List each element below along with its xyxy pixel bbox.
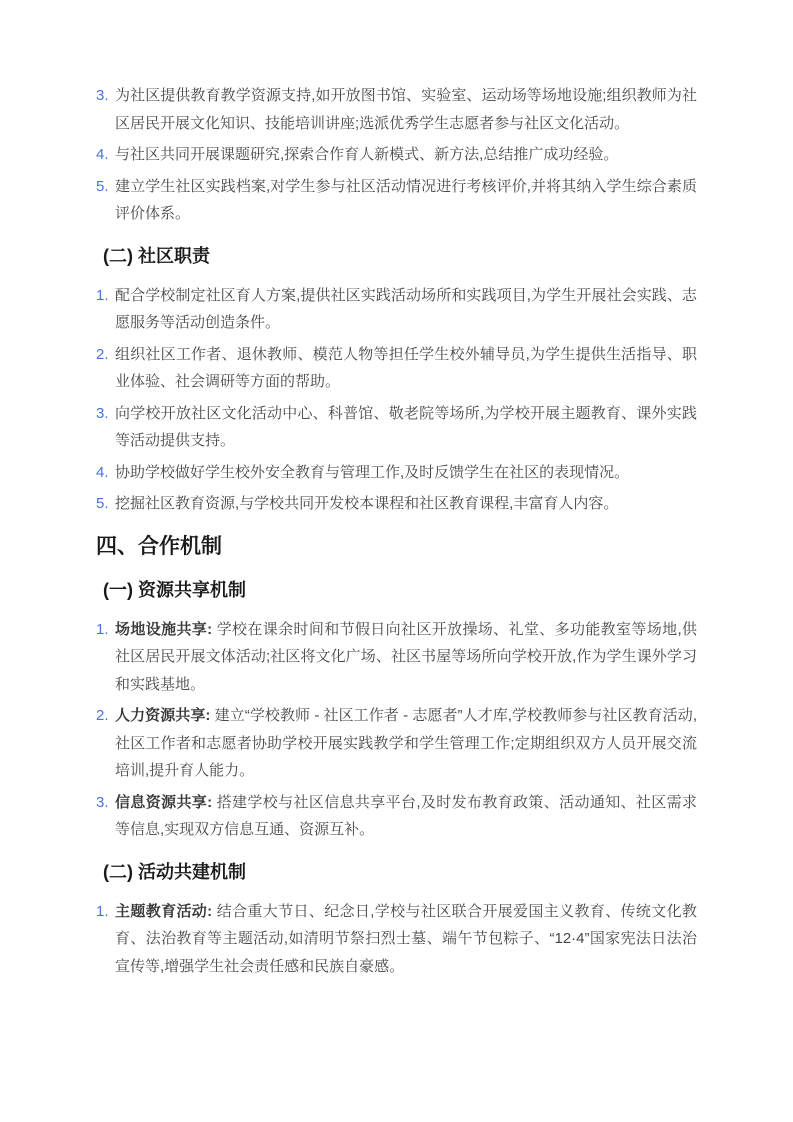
list-item-text: 学校在课余时间和节假日向社区开放操场、礼堂、多功能教室等场地,供社区居民开展文体活动;社区将文化广场、社区书屋等场所向学校开放,作为学生课外学习和实践基地。 — [115, 620, 697, 693]
list-item — [96, 82, 697, 137]
list-item-text: 与社区共同开展课题研究,探索合作育人新模式、新方法,总结推广成功经验。 — [115, 146, 619, 163]
list-item — [96, 459, 697, 487]
list-item — [96, 616, 697, 699]
list-item-text: 组织社区工作者、退休教师、模范人物等担任学生校外辅导员,为学生提供生活指导、职业体验、社会调研等方面的帮助。 — [115, 345, 697, 390]
list-item-text: 挖掘社区教育资源,与学校共同开发校本课程和社区教育课程,丰富育人内容。 — [115, 495, 619, 512]
list-item-text: 结合重大节日、纪念日,学校与社区联合开展爱国主义教育、传统文化教育、法治教育等主题活动,如清明节祭扫烈士墓、端午节包粽子、“12·4”国家宪法日法治宣传等,增强学生社会责任感和民族自豪感。 — [115, 902, 697, 975]
list-item — [96, 898, 697, 981]
list-item-number: 3. — [96, 404, 109, 422]
list-item-text: 协助学校做好学生校外安全教育与管理工作,及时反馈学生在社区的表现情况。 — [115, 463, 630, 481]
list-item-number: 1. — [96, 620, 109, 638]
list-item-number: 2. — [96, 707, 109, 724]
list-item-number: 1. — [96, 902, 109, 920]
list-item-number: 3. — [96, 87, 109, 104]
list-item-number: 1. — [96, 286, 109, 304]
list-item — [96, 173, 697, 228]
section-heading-resource-sharing: (一) 资源共享机制 — [103, 579, 246, 600]
list-item-lead: 场地设施共享: — [115, 620, 213, 638]
list-item — [96, 490, 697, 518]
list-item — [96, 400, 697, 455]
intro-numbered-list — [96, 82, 697, 228]
list-item-number: 5. — [96, 177, 109, 195]
list-item-lead: 信息资源共享: — [115, 793, 213, 811]
list-item — [96, 282, 697, 337]
list-item — [96, 789, 697, 844]
list-item-number: 4. — [96, 463, 109, 481]
list-item-number: 3. — [96, 793, 109, 811]
section-heading-activity-building: (二) 活动共建机制 — [103, 861, 246, 882]
activity-building-list — [96, 898, 697, 981]
list-item-lead: 主题教育活动: — [115, 902, 213, 920]
list-item — [96, 702, 697, 785]
chapter-heading-cooperation-mechanism: 四、合作机制 — [96, 534, 222, 558]
community-duties-list — [96, 282, 697, 518]
list-item-number: 2. — [96, 345, 109, 363]
list-item-lead: 人力资源共享: — [115, 707, 211, 724]
list-item-number: 4. — [96, 146, 109, 163]
list-item-text: 建立“学校教师 - 社区工作者 - 志愿者”人才库,学校教师参与社区教育活动,社区工作者和志愿者协助学校开展实践教学和学生管理工作;定期组织双方人员开展交流培训,提升育人能力。 — [115, 707, 697, 779]
list-item — [96, 341, 697, 396]
list-item-text: 向学校开放社区文化活动中心、科普馆、敬老院等场所,为学校开展主题教育、课外实践等活动提供支持。 — [115, 404, 697, 449]
list-item-text: 为社区提供教育教学资源支持,如开放图书馆、实验室、运动场等场地设施;组织教师为社区居民开展文化知识、技能培训讲座;选派优秀学生志愿者参与社区文化活动。 — [115, 87, 697, 132]
list-item — [96, 141, 697, 169]
list-item-text: 建立学生社区实践档案,对学生参与社区活动情况进行考核评价,并将其纳入学生综合素质评价体系。 — [115, 177, 697, 222]
resource-sharing-list — [96, 616, 697, 844]
list-item-text: 配合学校制定社区育人方案,提供社区实践活动场所和实践项目,为学生开展社会实践、志愿服务等活动创造条件。 — [115, 286, 697, 331]
list-item-text: 搭建学校与社区信息共享平台,及时发布教育政策、活动通知、社区需求等信息,实现双方信息互通、资源互补。 — [115, 793, 697, 838]
section-heading-community-duties: (二) 社区职责 — [103, 245, 210, 266]
list-item-number: 5. — [96, 495, 109, 512]
